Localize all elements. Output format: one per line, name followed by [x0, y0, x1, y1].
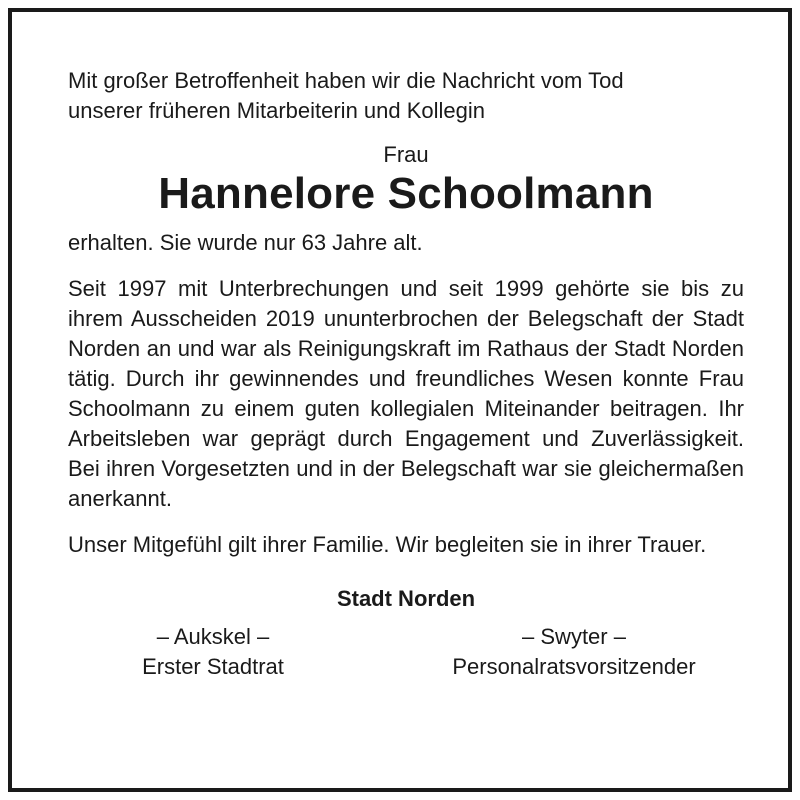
deceased-name: Hannelore Schoolmann [158, 169, 654, 218]
signatory-name: – Aukskel – [156, 624, 270, 649]
condolence-text: Unser Mitgefühl gilt ihrer Familie. Wir begleiten sie in ihrer Trauer. [68, 532, 707, 557]
tribute-text: Seit 1997 mit Unterbrechungen und seit 1999 gehörte sie bis zu ihrem Ausscheiden 2019 ununterbrochen der Belegschaft der Stadt Norden an und war als Reinigungskraft im Rathaus der Stadt Norden tätig. Durch ihr gewinnendes und freundliches Wesen konnte Frau Schoolmann zu einem guten kollegialen Miteinander beitragen. Ihr Arbeitsleben war geprägt durch Engagement und Zuverlässigkeit. Bei ihren Vorgesetzten und in der Belegschaft war sie gleichermaßen anerkannt. [68, 276, 744, 511]
intro-text [68, 66, 744, 126]
age-line: erhalten. Sie wurde nur 63 Jahre alt. [68, 230, 423, 255]
salutation: Frau [383, 142, 429, 167]
intro-line-1: Mit großer Betroffenheit haben wir die Nachricht vom Tod [68, 68, 624, 93]
organization-name: Stadt Norden [336, 586, 476, 611]
signature-left [68, 622, 358, 682]
signature-right [404, 622, 744, 682]
intro-line-2: unserer früheren Mitarbeiterin und Kollegin [68, 98, 486, 123]
signature-block [68, 622, 744, 682]
signatory-role: Personalratsvorsitzender [452, 654, 696, 679]
signatory-name: – Swyter – [522, 624, 626, 649]
notice-content [68, 66, 744, 682]
signatory-role: Erster Stadtrat [142, 654, 284, 679]
obituary-notice [8, 8, 792, 792]
